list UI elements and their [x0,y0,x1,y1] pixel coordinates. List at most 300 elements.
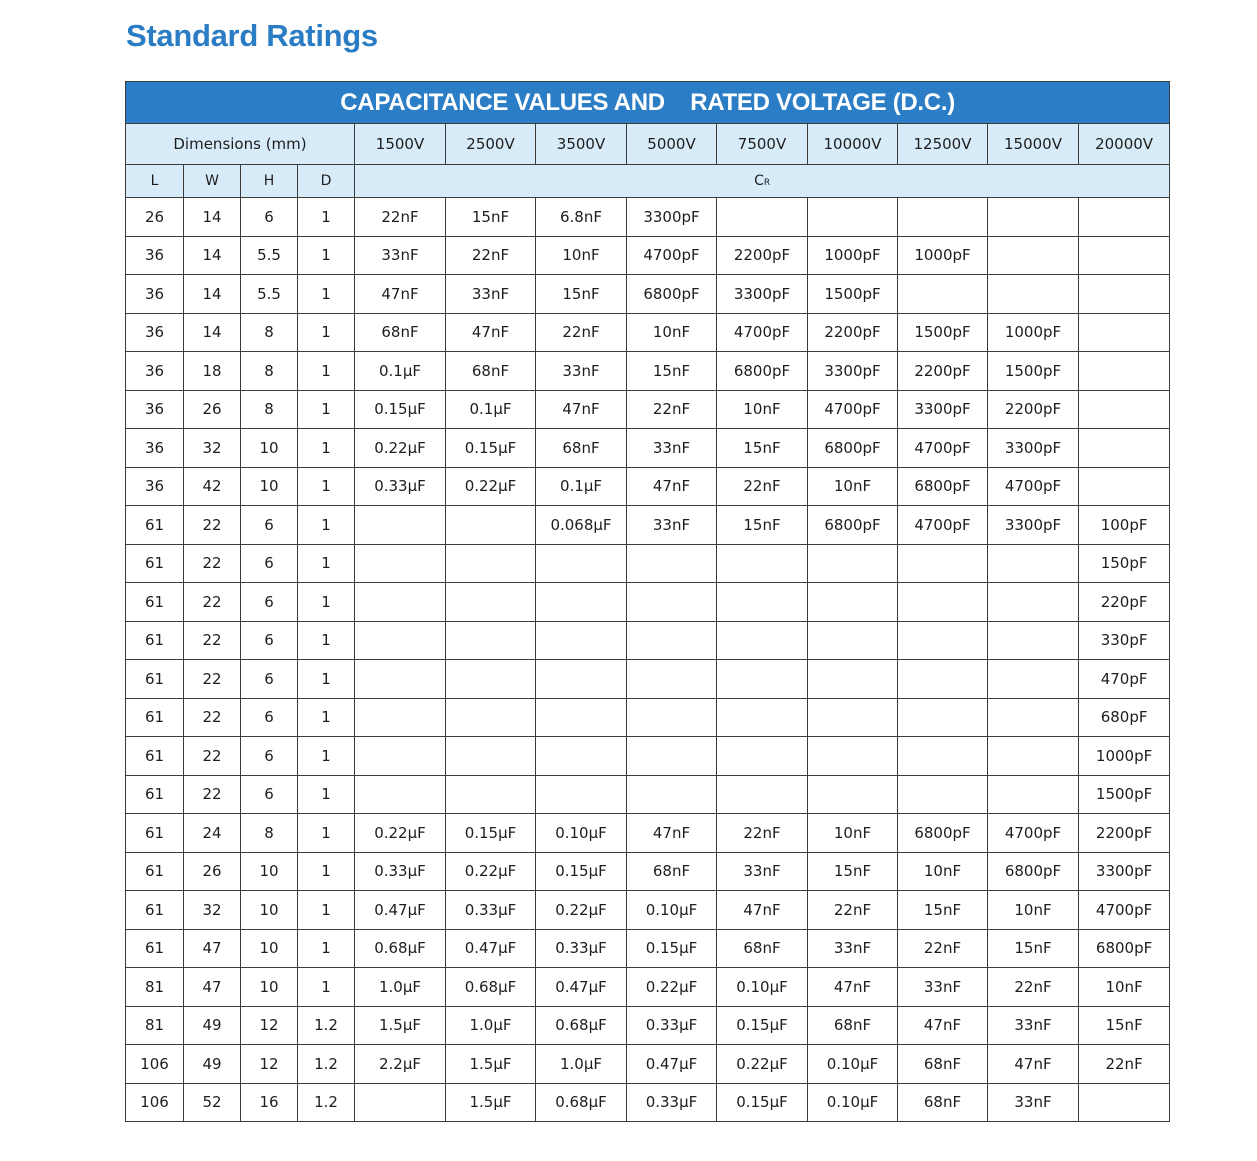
capacitance-cell: 68nF [536,429,627,468]
dimension-cell: 61 [126,737,184,776]
dimension-cell: 36 [126,352,184,391]
capacitance-cell: 33nF [988,1006,1079,1045]
dimension-cell: 36 [126,390,184,429]
capacitance-cell: 0.68µF [536,1083,627,1122]
dimension-cell: 61 [126,775,184,814]
dimension-cell: 1 [298,236,355,275]
dimension-cell: 36 [126,275,184,314]
capacitance-cell: 0.1µF [355,352,446,391]
voltage-header-row [126,124,1170,165]
capacitance-cell: 6800pF [898,467,988,506]
capacitance-cell: 1500pF [898,313,988,352]
table-row [126,506,1170,545]
capacitance-cell: 47nF [898,1006,988,1045]
capacitance-cell: 15nF [988,929,1079,968]
capacitance-cell: 2200pF [898,352,988,391]
dimension-cell: 12 [241,1006,298,1045]
table-row [126,583,1170,622]
dimension-cell: 10 [241,929,298,968]
dimension-cell: 106 [126,1045,184,1084]
capacitance-cell: 33nF [988,1083,1079,1122]
capacitance-subscript: R [763,178,771,188]
dimension-cell: 1 [298,467,355,506]
capacitance-cell: 22nF [1079,1045,1170,1084]
capacitance-cell: 0.15µF [355,390,446,429]
table-row [126,429,1170,468]
capacitance-cell: 22nF [536,313,627,352]
dimension-cell: 6 [241,775,298,814]
dimension-cell: 8 [241,814,298,853]
capacitance-cell: 4700pF [1079,891,1170,930]
capacitance-cell [1079,467,1170,506]
dimension-cell: 1.2 [298,1083,355,1122]
capacitance-cell [808,583,898,622]
capacitance-cell: 47nF [988,1045,1079,1084]
capacitance-cell [808,198,898,237]
capacitance-cell: 0.68µF [355,929,446,968]
capacitance-cell [446,660,536,699]
dimension-cell: 10 [241,891,298,930]
capacitance-cell [1079,313,1170,352]
capacitance-cell: 33nF [627,429,717,468]
capacitance-cell [355,775,446,814]
capacitance-cell: 47nF [627,814,717,853]
capacitance-cell: 6800pF [808,506,898,545]
capacitance-cell: 22nF [988,968,1079,1007]
capacitance-cell [446,544,536,583]
voltage-header: 7500V [717,124,808,165]
capacitance-cell [808,737,898,776]
table-row [126,775,1170,814]
dimension-label: W [184,165,241,198]
capacitance-cell: 15nF [717,506,808,545]
capacitance-symbol: C [754,173,764,189]
capacitance-cell: 1.5µF [355,1006,446,1045]
capacitance-cell [717,583,808,622]
capacitance-cell: 33nF [717,852,808,891]
dimension-cell: 1 [298,544,355,583]
capacitance-cell [988,544,1079,583]
capacitance-cell: 33nF [898,968,988,1007]
capacitance-cell: 33nF [808,929,898,968]
capacitance-cell: 10nF [627,313,717,352]
capacitance-cell [717,660,808,699]
table-row [126,467,1170,506]
capacitance-cell [627,737,717,776]
dimension-cell: 1 [298,506,355,545]
voltage-header: 10000V [808,124,898,165]
capacitance-cell [717,198,808,237]
capacitance-cell: 6800pF [988,852,1079,891]
capacitance-cell: 22nF [898,929,988,968]
capacitance-cell: 0.068µF [536,506,627,545]
dimension-cell: 1 [298,275,355,314]
capacitance-cell: 0.22µF [446,467,536,506]
dimension-cell: 14 [184,198,241,237]
dimension-cell: 14 [184,313,241,352]
dimensions-header: Dimensions (mm) [126,124,355,165]
dimension-cell: 42 [184,467,241,506]
dimension-cell: 26 [184,852,241,891]
capacitance-cell [717,775,808,814]
capacitance-cell: 15nF [1079,1006,1170,1045]
capacitance-cell [627,621,717,660]
table-row [126,352,1170,391]
dimension-cell: 1 [298,814,355,853]
capacitance-cell [627,698,717,737]
capacitance-cell: 0.22µF [355,429,446,468]
capacitance-cell: 1000pF [898,236,988,275]
table-row [126,313,1170,352]
capacitance-cell: 0.33µF [627,1006,717,1045]
voltage-header: 12500V [898,124,988,165]
dimension-cell: 1 [298,429,355,468]
dimension-cell: 8 [241,352,298,391]
dimension-cell: 61 [126,660,184,699]
dimension-cell: 5.5 [241,275,298,314]
capacitance-cell [988,660,1079,699]
capacitance-label [355,165,1170,198]
dimension-cell: 61 [126,544,184,583]
dimension-cell: 6 [241,621,298,660]
capacitance-cell: 22nF [627,390,717,429]
voltage-header: 2500V [446,124,536,165]
dimension-cell: 22 [184,544,241,583]
capacitance-cell: 680pF [1079,698,1170,737]
dimension-cell: 22 [184,506,241,545]
capacitance-cell: 4700pF [988,467,1079,506]
capacitance-cell [355,1083,446,1122]
capacitance-cell: 4700pF [627,236,717,275]
table-row [126,544,1170,583]
capacitance-cell [1079,1083,1170,1122]
dimension-cell: 106 [126,1083,184,1122]
capacitance-cell: 68nF [355,313,446,352]
dimension-cell: 24 [184,814,241,853]
dimension-cell: 6 [241,737,298,776]
capacitance-cell [898,660,988,699]
capacitance-cell: 0.10µF [717,968,808,1007]
table-row [126,275,1170,314]
capacitance-cell [898,544,988,583]
capacitance-cell: 1500pF [808,275,898,314]
dimension-cell: 22 [184,583,241,622]
dimension-cell: 49 [184,1006,241,1045]
dimension-cell: 6 [241,198,298,237]
dimension-cell: 36 [126,313,184,352]
capacitance-cell: 0.15µF [717,1083,808,1122]
dimension-cell: 22 [184,737,241,776]
dimension-cell: 36 [126,429,184,468]
capacitance-cell [536,621,627,660]
dimension-cell: 22 [184,660,241,699]
table-body [126,198,1170,1122]
capacitance-cell [1079,275,1170,314]
dimension-cell: 61 [126,891,184,930]
capacitance-cell [1079,198,1170,237]
capacitance-cell: 6800pF [898,814,988,853]
banner-row [126,82,1170,124]
dimension-cell: 22 [184,621,241,660]
capacitance-cell: 47nF [627,467,717,506]
dimension-cell: 61 [126,929,184,968]
dimension-cell: 61 [126,814,184,853]
capacitance-cell [446,621,536,660]
capacitance-cell: 6800pF [717,352,808,391]
capacitance-cell: 0.33µF [446,891,536,930]
capacitance-cell [627,583,717,622]
capacitance-cell: 22nF [355,198,446,237]
voltage-header: 15000V [988,124,1079,165]
capacitance-cell: 4700pF [988,814,1079,853]
capacitance-cell [536,775,627,814]
capacitance-cell: 15nF [446,198,536,237]
dimension-cell: 1 [298,852,355,891]
capacitance-cell: 4700pF [898,506,988,545]
dimension-cell: 36 [126,236,184,275]
capacitance-cell [717,737,808,776]
dimension-cell: 1 [298,198,355,237]
capacitance-cell: 47nF [717,891,808,930]
capacitance-cell: 3300pF [717,275,808,314]
capacitance-cell [898,583,988,622]
capacitance-cell: 1.5µF [446,1045,536,1084]
capacitance-cell: 1.0µF [536,1045,627,1084]
capacitance-cell: 0.33µF [536,929,627,968]
capacitance-cell [988,198,1079,237]
dimension-cell: 1 [298,583,355,622]
capacitance-cell: 6800pF [627,275,717,314]
dimension-cell: 1 [298,891,355,930]
dimension-cell: 6 [241,506,298,545]
capacitance-cell: 1000pF [1079,737,1170,776]
dimension-cell: 22 [184,698,241,737]
capacitance-cell: 0.47µF [536,968,627,1007]
table-row [126,1083,1170,1122]
dimension-cell: 10 [241,429,298,468]
capacitance-cell [446,583,536,622]
capacitance-cell: 68nF [898,1083,988,1122]
capacitance-cell: 0.33µF [627,1083,717,1122]
dimension-cell: 1 [298,660,355,699]
dimension-cell: 81 [126,968,184,1007]
dimension-cell: 1 [298,621,355,660]
capacitance-cell: 0.10µF [808,1083,898,1122]
capacitance-cell: 0.22µF [627,968,717,1007]
capacitance-cell [536,737,627,776]
capacitance-cell [355,544,446,583]
capacitance-cell: 2200pF [1079,814,1170,853]
capacitance-cell: 22nF [808,891,898,930]
capacitance-cell: 15nF [808,852,898,891]
capacitance-cell [355,737,446,776]
page-title: Standard Ratings [126,18,378,53]
capacitance-cell: 0.68µF [536,1006,627,1045]
dimension-cell: 1 [298,929,355,968]
capacitance-cell [355,660,446,699]
dimension-cell: 52 [184,1083,241,1122]
capacitance-cell [446,698,536,737]
capacitance-cell: 33nF [355,236,446,275]
capacitance-cell [627,544,717,583]
capacitance-cell: 4700pF [717,313,808,352]
dimension-cell: 32 [184,891,241,930]
capacitance-cell: 15nF [717,429,808,468]
capacitance-cell: 0.47µF [355,891,446,930]
capacitance-cell: 0.10µF [536,814,627,853]
voltage-header: 3500V [536,124,627,165]
capacitance-cell [808,660,898,699]
capacitance-cell [988,775,1079,814]
capacitance-cell: 15nF [898,891,988,930]
capacitance-cell [898,198,988,237]
capacitance-cell [808,621,898,660]
ratings-table [125,81,1170,1122]
capacitance-cell: 2200pF [717,236,808,275]
dimension-cell: 5.5 [241,236,298,275]
capacitance-cell: 0.22µF [446,852,536,891]
dimension-cell: 10 [241,968,298,1007]
capacitance-cell: 3300pF [627,198,717,237]
dimension-cell: 16 [241,1083,298,1122]
dimension-cell: 1 [298,775,355,814]
capacitance-cell: 0.22µF [536,891,627,930]
capacitance-cell [717,544,808,583]
capacitance-cell: 6.8nF [536,198,627,237]
capacitance-cell: 33nF [536,352,627,391]
table-row [126,1006,1170,1045]
capacitance-cell [808,775,898,814]
capacitance-cell: 470pF [1079,660,1170,699]
capacitance-cell [898,621,988,660]
capacitance-cell: 22nF [717,814,808,853]
capacitance-cell [627,775,717,814]
capacitance-cell: 47nF [446,313,536,352]
capacitance-cell [1079,390,1170,429]
capacitance-cell: 22nF [717,467,808,506]
table-row [126,236,1170,275]
capacitance-cell: 4700pF [898,429,988,468]
capacitance-cell: 68nF [717,929,808,968]
dimension-cell: 1 [298,352,355,391]
dimension-label-row [126,165,1170,198]
dimension-cell: 1.2 [298,1006,355,1045]
capacitance-cell: 0.47µF [627,1045,717,1084]
capacitance-cell [988,583,1079,622]
dimension-cell: 61 [126,698,184,737]
capacitance-cell: 10nF [808,467,898,506]
capacitance-cell [536,698,627,737]
table-row [126,737,1170,776]
capacitance-cell: 0.33µF [355,852,446,891]
dimension-cell: 6 [241,583,298,622]
capacitance-cell: 0.15µF [627,929,717,968]
dimension-cell: 26 [126,198,184,237]
capacitance-cell: 0.15µF [446,429,536,468]
capacitance-cell: 1500pF [988,352,1079,391]
capacitance-cell [988,236,1079,275]
capacitance-cell [355,583,446,622]
dimension-cell: 10 [241,467,298,506]
capacitance-cell [988,737,1079,776]
capacitance-cell [898,275,988,314]
table-row [126,852,1170,891]
capacitance-cell: 3300pF [988,429,1079,468]
table-row [126,968,1170,1007]
capacitance-cell [717,621,808,660]
capacitance-cell: 2.2µF [355,1045,446,1084]
dimension-cell: 10 [241,852,298,891]
table-banner: CAPACITANCE VALUES AND RATED VOLTAGE (D.C.) [126,82,1170,124]
capacitance-cell [627,660,717,699]
voltage-header: 5000V [627,124,717,165]
capacitance-cell: 68nF [898,1045,988,1084]
capacitance-cell: 68nF [627,852,717,891]
capacitance-cell: 68nF [446,352,536,391]
capacitance-cell: 0.15µF [536,852,627,891]
dimension-cell: 1 [298,313,355,352]
capacitance-cell: 2200pF [988,390,1079,429]
capacitance-cell [808,544,898,583]
dimension-cell: 49 [184,1045,241,1084]
dimension-cell: 47 [184,929,241,968]
capacitance-cell: 6800pF [808,429,898,468]
dimension-cell: 36 [126,467,184,506]
capacitance-cell: 10nF [898,852,988,891]
capacitance-cell: 0.1µF [446,390,536,429]
capacitance-cell: 0.10µF [627,891,717,930]
voltage-header: 20000V [1079,124,1170,165]
capacitance-cell: 3300pF [988,506,1079,545]
dimension-cell: 61 [126,852,184,891]
table-row [126,891,1170,930]
dimension-cell: 61 [126,621,184,660]
capacitance-cell [988,698,1079,737]
capacitance-cell: 0.68µF [446,968,536,1007]
capacitance-cell: 22nF [446,236,536,275]
capacitance-cell: 0.22µF [717,1045,808,1084]
capacitance-cell: 220pF [1079,583,1170,622]
dimension-label: L [126,165,184,198]
table-row [126,621,1170,660]
dimension-cell: 14 [184,275,241,314]
capacitance-cell [898,775,988,814]
capacitance-cell: 15nF [536,275,627,314]
capacitance-cell: 1500pF [1079,775,1170,814]
dimension-cell: 26 [184,390,241,429]
capacitance-cell [536,544,627,583]
capacitance-cell: 1.0µF [446,1006,536,1045]
voltage-header: 1500V [355,124,446,165]
capacitance-cell [446,737,536,776]
capacitance-cell: 33nF [627,506,717,545]
capacitance-cell: 0.22µF [355,814,446,853]
capacitance-cell: 2200pF [808,313,898,352]
capacitance-cell [536,583,627,622]
capacitance-cell [808,698,898,737]
capacitance-cell [1079,352,1170,391]
capacitance-cell: 150pF [1079,544,1170,583]
table-row [126,660,1170,699]
dimension-cell: 6 [241,660,298,699]
capacitance-cell [1079,236,1170,275]
table-row [126,1045,1170,1084]
capacitance-cell [898,737,988,776]
capacitance-cell [355,698,446,737]
dimension-cell: 47 [184,968,241,1007]
dimension-cell: 6 [241,544,298,583]
capacitance-cell [355,621,446,660]
